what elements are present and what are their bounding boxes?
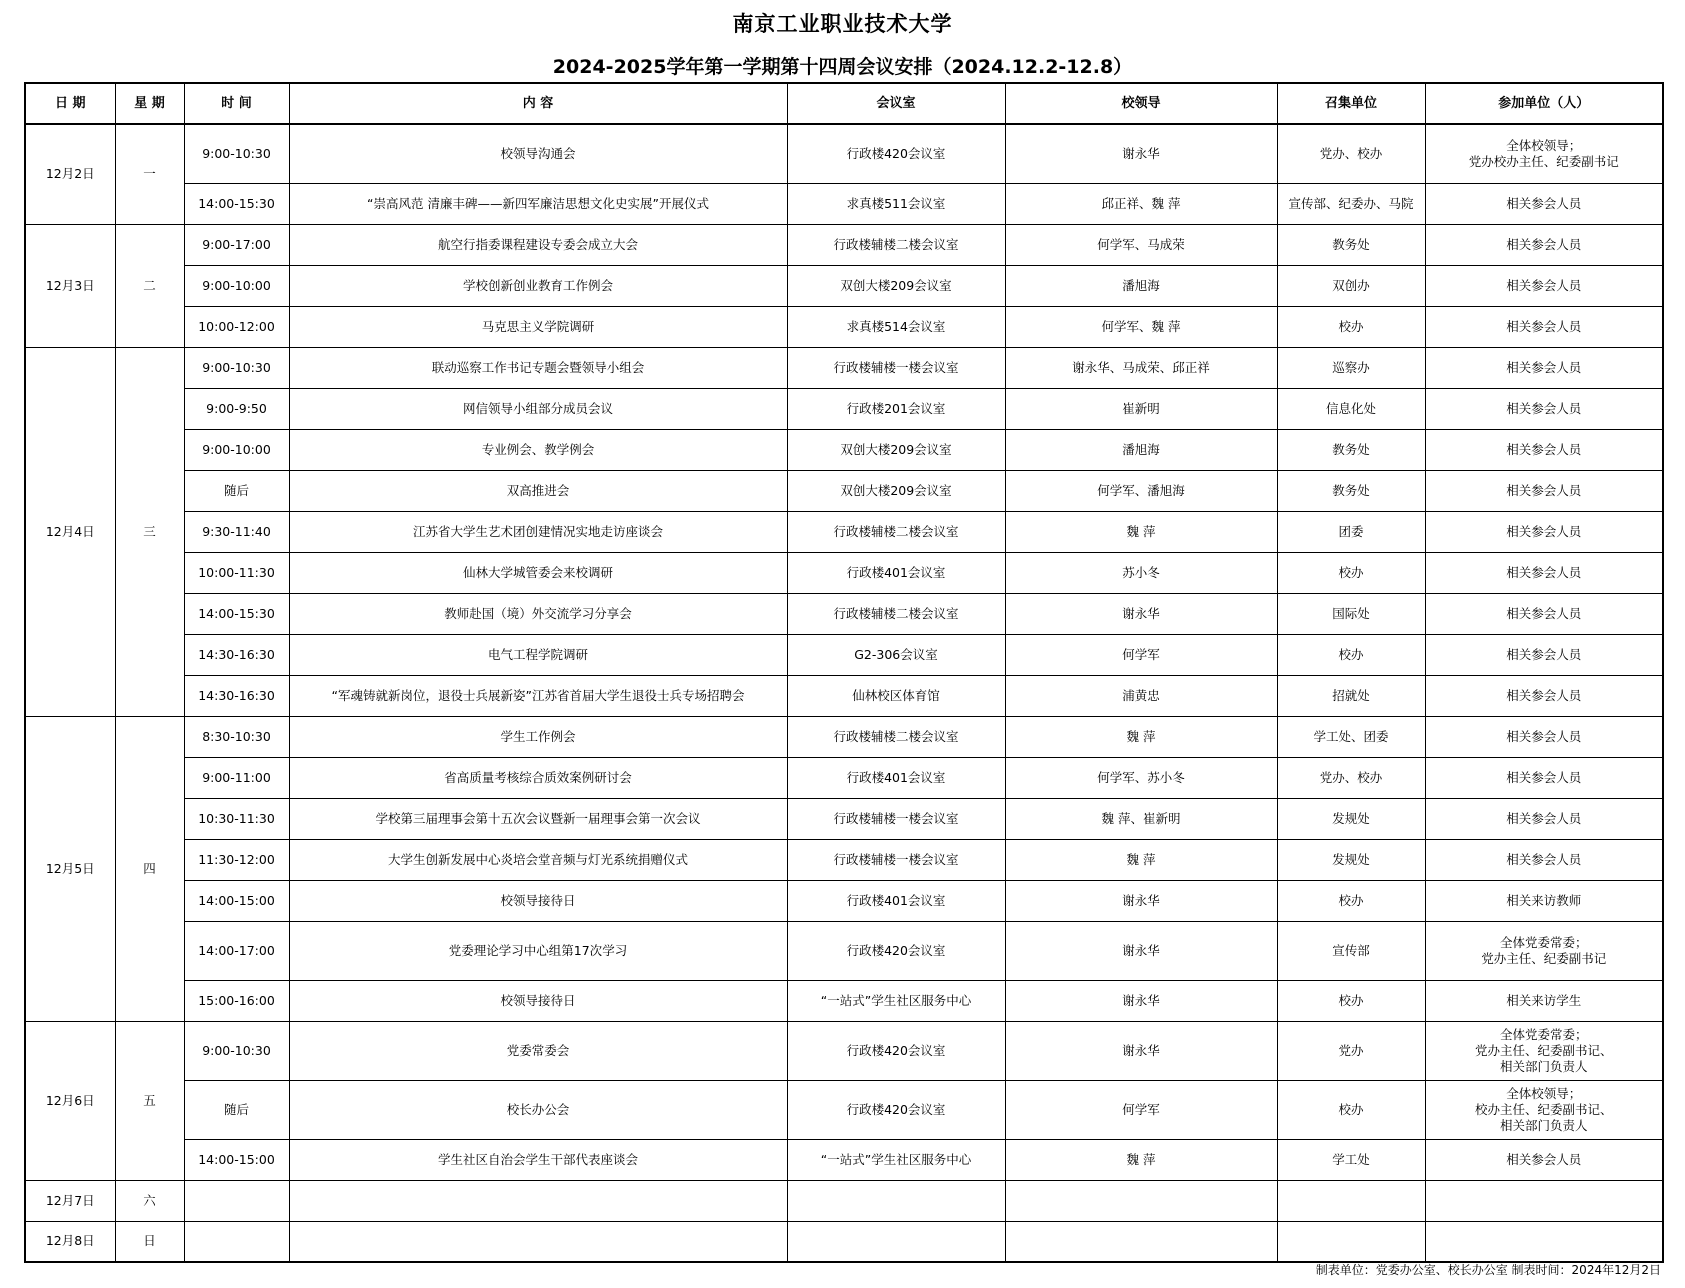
table-row [25, 1080, 1663, 1139]
meeting-room: 行政楼辅楼二楼会议室 [787, 593, 1005, 634]
day-date: 12月3日 [25, 224, 115, 347]
column-header-date: 日 期 [25, 83, 115, 124]
meeting-leader: 谢永华、马成荣、邱正祥 [1005, 347, 1277, 388]
meeting-time: 14:00-15:00 [184, 1139, 289, 1180]
table-row [25, 757, 1663, 798]
day-weekday: 日 [115, 1221, 184, 1262]
table-row [25, 880, 1663, 921]
meeting-convener: 校办 [1277, 552, 1425, 593]
meeting-leader: 何学军 [1005, 1080, 1277, 1139]
meeting-room: 双创大楼209会议室 [787, 265, 1005, 306]
meeting-content: 校领导沟通会 [289, 124, 787, 183]
meeting-convener: 宣传部 [1277, 921, 1425, 980]
meeting-room: 行政楼201会议室 [787, 388, 1005, 429]
meeting-leader: 谢永华 [1005, 880, 1277, 921]
meeting-leader: 邱正祥、魏 萍 [1005, 183, 1277, 224]
meeting-room: 行政楼420会议室 [787, 1080, 1005, 1139]
day-date: 12月2日 [25, 124, 115, 224]
table-row [25, 1021, 1663, 1080]
day-date: 12月8日 [25, 1221, 115, 1262]
meeting-leader: 浦黄忠 [1005, 675, 1277, 716]
meeting-convener: 党办 [1277, 1021, 1425, 1080]
meeting-convener: 国际处 [1277, 593, 1425, 634]
day-date: 12月7日 [25, 1180, 115, 1221]
meeting-attendees: 相关参会人员 [1425, 183, 1663, 224]
table-row [25, 347, 1663, 388]
meeting-room: 行政楼420会议室 [787, 1021, 1005, 1080]
meeting-attendees: 相关参会人员 [1425, 675, 1663, 716]
day-weekday: 一 [115, 124, 184, 224]
meeting-room: 求真楼514会议室 [787, 306, 1005, 347]
meeting-time: 9:00-9:50 [184, 388, 289, 429]
table-row [25, 388, 1663, 429]
meeting-convener: 校办 [1277, 634, 1425, 675]
meeting-leader: 谢永华 [1005, 1021, 1277, 1080]
meeting-time: 9:00-10:30 [184, 124, 289, 183]
meeting-leader: 潘旭海 [1005, 429, 1277, 470]
meeting-room: 行政楼辅楼一楼会议室 [787, 839, 1005, 880]
meeting-leader: 何学军、马成荣 [1005, 224, 1277, 265]
meeting-leader: 谢永华 [1005, 124, 1277, 183]
table-row [25, 124, 1663, 183]
meeting-attendees: 相关参会人员 [1425, 839, 1663, 880]
meeting-leader: 魏 萍 [1005, 1139, 1277, 1180]
meeting-leader: 魏 萍 [1005, 716, 1277, 757]
footer-note: 制表单位：党委办公室、校长办公室 制表时间：2024年12月2日 [1315, 1263, 1661, 1277]
day-weekday: 三 [115, 347, 184, 716]
meeting-room: 双创大楼209会议室 [787, 429, 1005, 470]
column-header-leader: 校领导 [1005, 83, 1277, 124]
meeting-room: 行政楼辅楼二楼会议室 [787, 716, 1005, 757]
meeting-content: “崇高风范 清廉丰碑——新四军廉洁思想文化史实展”开展仪式 [289, 183, 787, 224]
meeting-room: 行政楼辅楼一楼会议室 [787, 798, 1005, 839]
meeting-attendees: 相关参会人员 [1425, 388, 1663, 429]
meeting-room: 行政楼辅楼二楼会议室 [787, 224, 1005, 265]
meeting-content: 党委常委会 [289, 1021, 787, 1080]
meeting-time: 10:00-12:00 [184, 306, 289, 347]
meeting-room [787, 1221, 1005, 1262]
table-row [25, 675, 1663, 716]
table-row [25, 1180, 1663, 1221]
meeting-room: 行政楼401会议室 [787, 552, 1005, 593]
meeting-room: 双创大楼209会议室 [787, 470, 1005, 511]
meeting-room: 行政楼辅楼一楼会议室 [787, 347, 1005, 388]
meeting-convener: 发规处 [1277, 798, 1425, 839]
meeting-leader: 何学军、魏 萍 [1005, 306, 1277, 347]
meeting-time: 9:00-17:00 [184, 224, 289, 265]
table-row [25, 511, 1663, 552]
meeting-time: 9:00-10:30 [184, 1021, 289, 1080]
meeting-convener [1277, 1221, 1425, 1262]
table-row [25, 224, 1663, 265]
day-date: 12月5日 [25, 716, 115, 1021]
meeting-convener: 学工处、团委 [1277, 716, 1425, 757]
meeting-convener: 教务处 [1277, 224, 1425, 265]
meeting-time: 15:00-16:00 [184, 980, 289, 1021]
meeting-attendees: 相关参会人员 [1425, 757, 1663, 798]
meeting-convener: 信息化处 [1277, 388, 1425, 429]
day-weekday: 五 [115, 1021, 184, 1180]
column-header-room: 会议室 [787, 83, 1005, 124]
meeting-convener: 巡察办 [1277, 347, 1425, 388]
day-weekday: 六 [115, 1180, 184, 1221]
meeting-room: 求真楼511会议室 [787, 183, 1005, 224]
meeting-content: 学校创新创业教育工作例会 [289, 265, 787, 306]
meeting-time: 随后 [184, 470, 289, 511]
meeting-leader: 何学军 [1005, 634, 1277, 675]
meeting-attendees: 全体校领导； 党办校办主任、纪委副书记 [1425, 124, 1663, 183]
meeting-time: 14:00-15:30 [184, 593, 289, 634]
meeting-convener: 团委 [1277, 511, 1425, 552]
meeting-convener: 党办、校办 [1277, 124, 1425, 183]
meeting-time: 14:30-16:30 [184, 634, 289, 675]
meeting-convener: 校办 [1277, 306, 1425, 347]
meeting-leader: 潘旭海 [1005, 265, 1277, 306]
document-title: 南京工业职业技术大学 [732, 12, 953, 36]
meeting-convener: 党办、校办 [1277, 757, 1425, 798]
meeting-time: 随后 [184, 1080, 289, 1139]
meeting-attendees: 相关参会人员 [1425, 347, 1663, 388]
meeting-attendees: 全体党委常委； 党办主任、纪委副书记、 相关部门负责人 [1425, 1021, 1663, 1080]
meeting-attendees: 相关参会人员 [1425, 798, 1663, 839]
day-date: 12月4日 [25, 347, 115, 716]
meeting-room: 行政楼420会议室 [787, 921, 1005, 980]
meeting-room [787, 1180, 1005, 1221]
meeting-leader: 谢永华 [1005, 593, 1277, 634]
meeting-convener: 校办 [1277, 1080, 1425, 1139]
meeting-attendees: 相关参会人员 [1425, 306, 1663, 347]
table-row [25, 921, 1663, 980]
meeting-attendees: 相关参会人员 [1425, 429, 1663, 470]
meeting-convener: 招就处 [1277, 675, 1425, 716]
meeting-attendees: 相关参会人员 [1425, 593, 1663, 634]
meeting-content: 教师赴国（境）外交流学习分享会 [289, 593, 787, 634]
meeting-content: 双高推进会 [289, 470, 787, 511]
column-header-attendees: 参加单位（人） [1425, 83, 1663, 124]
meeting-attendees [1425, 1221, 1663, 1262]
table-row [25, 634, 1663, 675]
meeting-time: 10:30-11:30 [184, 798, 289, 839]
meeting-convener: 宣传部、纪委办、马院 [1277, 183, 1425, 224]
meeting-content: 校长办公会 [289, 1080, 787, 1139]
column-header-time: 时 间 [184, 83, 289, 124]
meeting-attendees: 相关参会人员 [1425, 716, 1663, 757]
meeting-leader: 魏 萍 [1005, 511, 1277, 552]
table-row [25, 265, 1663, 306]
meeting-time: 14:00-17:00 [184, 921, 289, 980]
meeting-time: 9:00-10:00 [184, 429, 289, 470]
meeting-room: 仙林校区体育馆 [787, 675, 1005, 716]
meeting-content: 航空行指委课程建设专委会成立大会 [289, 224, 787, 265]
document-subtitle: 2024-2025学年第一学期第十四周会议安排（2024.12.2-12.8） [552, 56, 1133, 78]
table-row [25, 1139, 1663, 1180]
meeting-leader: 何学军、潘旭海 [1005, 470, 1277, 511]
table-row [25, 716, 1663, 757]
meeting-time: 9:30-11:40 [184, 511, 289, 552]
meeting-leader [1005, 1221, 1277, 1262]
meeting-room: 行政楼401会议室 [787, 757, 1005, 798]
meeting-leader: 魏 萍 [1005, 839, 1277, 880]
meeting-convener: 校办 [1277, 880, 1425, 921]
header-row [25, 83, 1663, 124]
meeting-convener: 学工处 [1277, 1139, 1425, 1180]
meeting-content: 专业例会、教学例会 [289, 429, 787, 470]
table-row [25, 429, 1663, 470]
meeting-attendees: 相关参会人员 [1425, 1139, 1663, 1180]
meeting-room: 行政楼辅楼二楼会议室 [787, 511, 1005, 552]
meeting-schedule-table [24, 82, 1664, 1263]
meeting-content: 校领导接待日 [289, 880, 787, 921]
meeting-time: 11:30-12:00 [184, 839, 289, 880]
meeting-convener: 教务处 [1277, 470, 1425, 511]
meeting-content [289, 1180, 787, 1221]
table-row [25, 552, 1663, 593]
meeting-room: 行政楼420会议室 [787, 124, 1005, 183]
day-weekday: 四 [115, 716, 184, 1021]
meeting-time: 10:00-11:30 [184, 552, 289, 593]
meeting-attendees: 全体校领导； 校办主任、纪委副书记、 相关部门负责人 [1425, 1080, 1663, 1139]
meeting-time: 9:00-10:00 [184, 265, 289, 306]
meeting-convener: 教务处 [1277, 429, 1425, 470]
meeting-time: 14:00-15:00 [184, 880, 289, 921]
table-row [25, 980, 1663, 1021]
meeting-content: 马克思主义学院调研 [289, 306, 787, 347]
meeting-attendees: 相关参会人员 [1425, 511, 1663, 552]
meeting-content: 学生工作例会 [289, 716, 787, 757]
meeting-content: 仙林大学城管委会来校调研 [289, 552, 787, 593]
meeting-content: 大学生创新发展中心炎培会堂音频与灯光系统捐赠仪式 [289, 839, 787, 880]
meeting-room: G2-306会议室 [787, 634, 1005, 675]
meeting-content: 党委理论学习中心组第17次学习 [289, 921, 787, 980]
meeting-content: 网信领导小组部分成员会议 [289, 388, 787, 429]
meeting-content [289, 1221, 787, 1262]
meeting-convener: 校办 [1277, 980, 1425, 1021]
day-weekday: 二 [115, 224, 184, 347]
meeting-attendees: 相关参会人员 [1425, 552, 1663, 593]
meeting-convener: 双创办 [1277, 265, 1425, 306]
meeting-content: 联动巡察工作书记专题会暨领导小组会 [289, 347, 787, 388]
meeting-time: 9:00-10:30 [184, 347, 289, 388]
meeting-leader: 何学军、苏小冬 [1005, 757, 1277, 798]
meeting-content: 江苏省大学生艺术团创建情况实地走访座谈会 [289, 511, 787, 552]
meeting-attendees [1425, 1180, 1663, 1221]
meeting-convener [1277, 1180, 1425, 1221]
meeting-time: 9:00-11:00 [184, 757, 289, 798]
column-header-weekday: 星 期 [115, 83, 184, 124]
table-row [25, 470, 1663, 511]
table-row [25, 1221, 1663, 1262]
meeting-attendees: 相关参会人员 [1425, 265, 1663, 306]
meeting-content: “军魂铸就新岗位，退役士兵展新姿”江苏省首届大学生退役士兵专场招聘会 [289, 675, 787, 716]
day-date: 12月6日 [25, 1021, 115, 1180]
meeting-attendees: 相关参会人员 [1425, 224, 1663, 265]
meeting-leader: 谢永华 [1005, 921, 1277, 980]
meeting-room: “一站式”学生社区服务中心 [787, 980, 1005, 1021]
meeting-time: 14:30-16:30 [184, 675, 289, 716]
meeting-attendees: 相关来访教师 [1425, 880, 1663, 921]
meeting-room: “一站式”学生社区服务中心 [787, 1139, 1005, 1180]
table-row [25, 839, 1663, 880]
table-row [25, 798, 1663, 839]
meeting-time [184, 1221, 289, 1262]
meeting-attendees: 全体党委常委； 党办主任、纪委副书记 [1425, 921, 1663, 980]
meeting-content: 省高质量考核综合质效案例研讨会 [289, 757, 787, 798]
meeting-convener: 发规处 [1277, 839, 1425, 880]
meeting-leader: 魏 萍、崔新明 [1005, 798, 1277, 839]
column-header-convener: 召集单位 [1277, 83, 1425, 124]
meeting-content: 学生社区自治会学生干部代表座谈会 [289, 1139, 787, 1180]
meeting-time: 14:00-15:30 [184, 183, 289, 224]
meeting-leader: 苏小冬 [1005, 552, 1277, 593]
meeting-room: 行政楼401会议室 [787, 880, 1005, 921]
meeting-time: 8:30-10:30 [184, 716, 289, 757]
meeting-attendees: 相关参会人员 [1425, 470, 1663, 511]
meeting-leader: 崔新明 [1005, 388, 1277, 429]
meeting-time [184, 1180, 289, 1221]
meeting-content: 电气工程学院调研 [289, 634, 787, 675]
meeting-attendees: 相关参会人员 [1425, 634, 1663, 675]
meeting-attendees: 相关来访学生 [1425, 980, 1663, 1021]
table-row [25, 183, 1663, 224]
meeting-content: 校领导接待日 [289, 980, 787, 1021]
table-row [25, 306, 1663, 347]
table-row [25, 593, 1663, 634]
meeting-leader: 谢永华 [1005, 980, 1277, 1021]
meeting-leader [1005, 1180, 1277, 1221]
meeting-content: 学校第三届理事会第十五次会议暨新一届理事会第一次会议 [289, 798, 787, 839]
column-header-content: 内 容 [289, 83, 787, 124]
